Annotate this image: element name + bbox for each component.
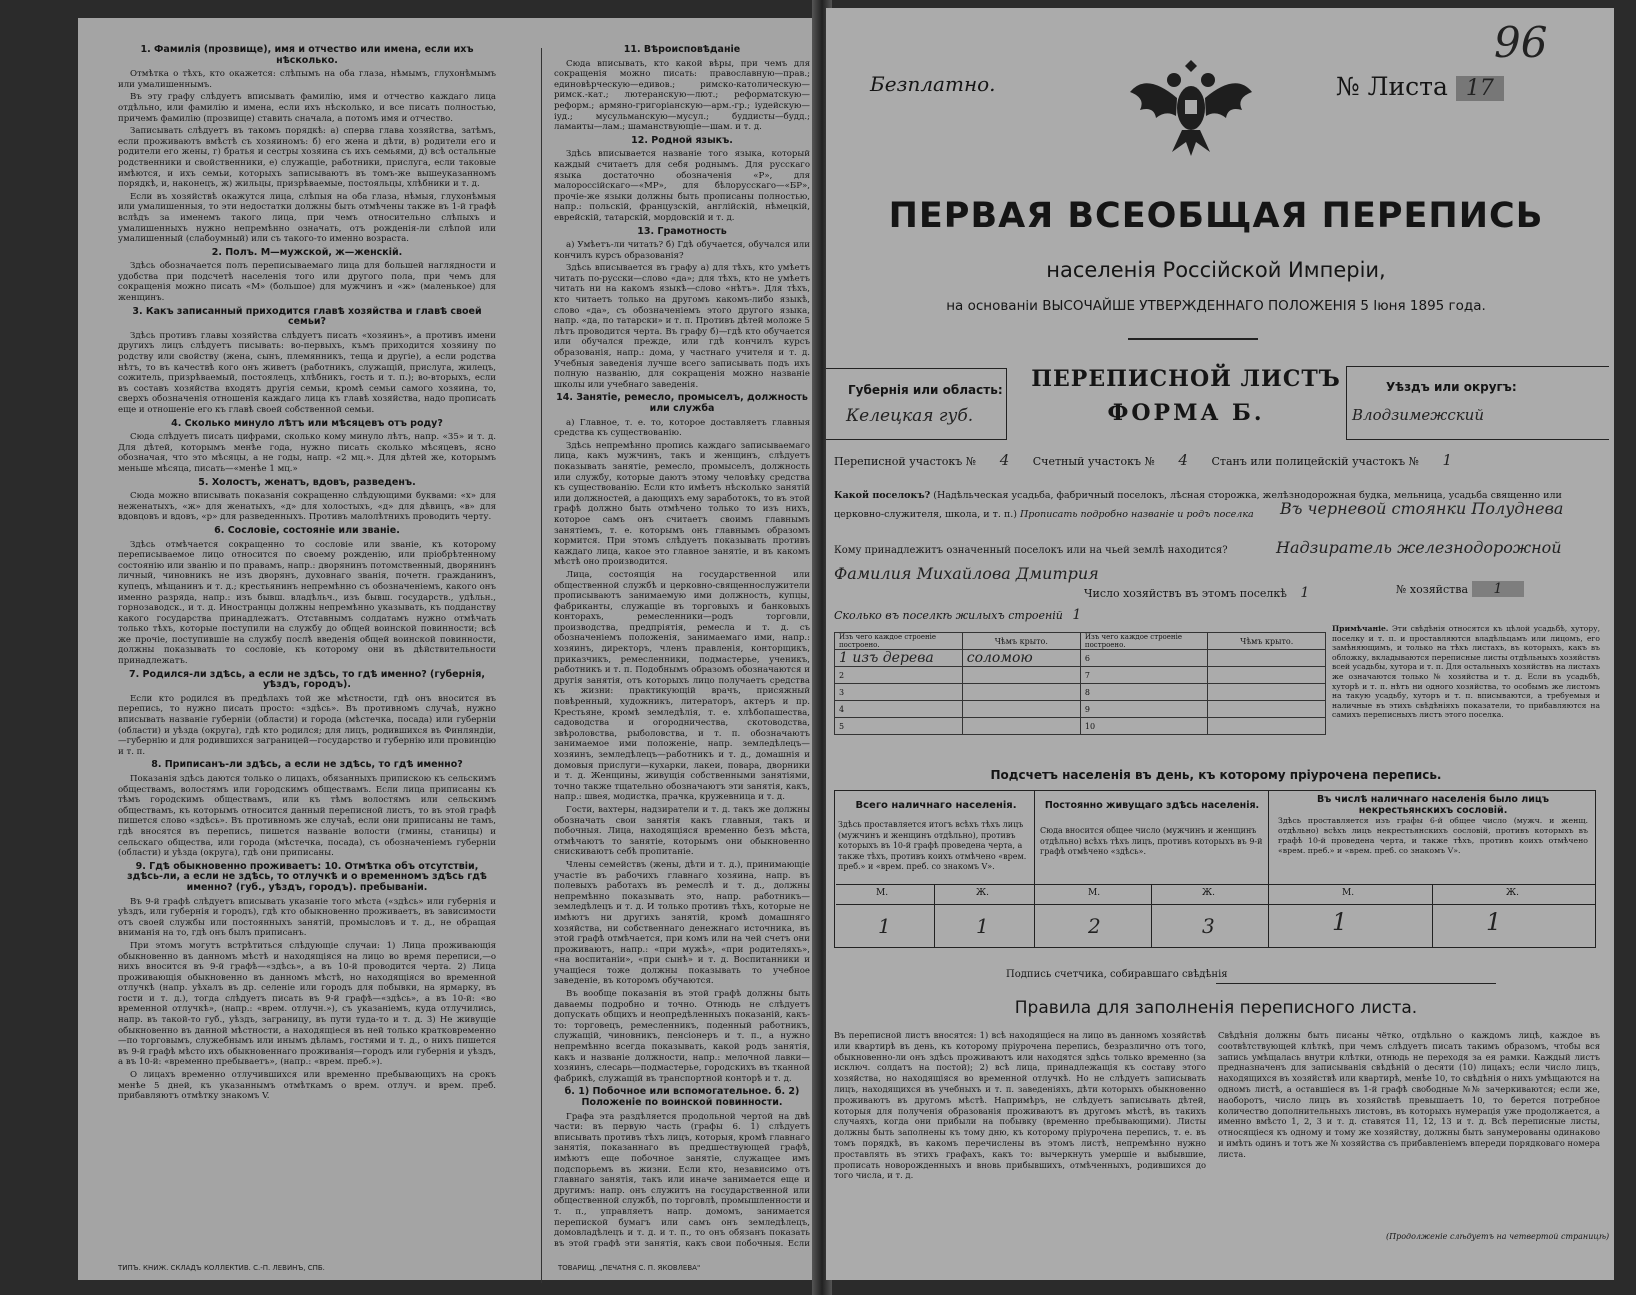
column-divider bbox=[541, 48, 542, 1283]
census-basis: на основаніи ВЫСОЧАЙШЕ УТВЕРЖДЕННАГО ПОЛОЖЕНІЯ 5 Іюня 1895 года. bbox=[946, 298, 1486, 314]
row3-label: 3 bbox=[835, 684, 963, 701]
rules-column-1: Въ переписной листъ вносятся: 1) всѣ находящіеся на лицо въ данномъ хозяйствѣ или квартирѣ въ день, къ которому пріурочена перепись, безразлично отъ того, обыкновенно-ли онъ здѣсь проживаютъ или находятся здѣсь только временно (за исключ. солдатъ на постой); 2) всѣ лица, принадлежащія къ составу этого хозяйства, но находящіяся во временной отлучкѣ. Но не слѣдуетъ записывать лицъ, находящихся въ учебныхъ и т. п. заведеніяхъ, дѣти которыхъ обыкновенно проживаютъ въ другомъ мѣстѣ. Напримѣръ, не слѣдуетъ записывать дѣтей, которыя для полученія образованія проживаютъ въ другомъ мѣстѣ, въ такихъ случаяхъ, когда они прибыли на побывку (временно пребывающими). Листы должны быть заполнены къ тому дню, къ которому пріурочена перепись, т. е. въ томъ порядкѣ, въ какомъ перечислены въ этомъ листѣ, непремѣнно нужно проставлять въ этихъ графахъ, какъ то: вычеркнуть умершіе и выбывшие, прописать новорожденныхъ и вновь прибывшихъ, отмѣченныхъ, родившихся до того числа, и т. д. bbox=[834, 1030, 1206, 1181]
owner-label: Кому принадлежитъ означенный поселокъ или на чьей землѣ находится? bbox=[834, 545, 1228, 556]
census-subtitle: населенія Россійской Имперіи, bbox=[1046, 258, 1386, 282]
left-page bbox=[78, 18, 820, 1280]
imperial-eagle-icon bbox=[1126, 52, 1256, 160]
total-text: Здѣсь проставляется итогъ всѣхъ тѣхъ лицъ (мужчинъ и женщинъ отдѣльно), противъ которыхъ въ 10-й графѣ проведена черта, а также тѣхъ, противъ коихъ отмѣчено «врем. преб.» и «врем. преб. со знакомъ V». bbox=[838, 820, 1027, 871]
section-heading: 11. Вѣроисповѣданіе bbox=[623, 44, 741, 55]
buildings-note: Примѣчаніе. Эти свѣдѣнія относятся къ цѣлой усадьбѣ, хутору, поселку и т. п. и проставляются владѣльцамъ или лицомъ, его замѣняющимъ, и только на тѣхъ листахъ, въ которыхъ, какъ въ обложку, вкладываются переписные листы отдѣльныхъ хозяйствъ всей усадьбы, хутора и т. п. Для остальныхъ хозяйствъ на листахъ же означаются только № хозяйства и т. д. Если въ усадьбѣ, хуторѣ и т. п. нѣтъ ни одного хозяйства, то особымъ же листомъ на такую усадьбу, хуторъ и т. п. вписываются, а требуемыя и наличные въ этихъ свѣдѣніяхъ показатели, то прибавляются на самихъ переписныхъ листъ этого поселка. bbox=[1332, 624, 1601, 720]
count-value: 1 bbox=[1300, 585, 1310, 601]
rules-title: Правила для заполненія переписного листа. bbox=[1014, 998, 1418, 1018]
paragraph: Показанія здѣсь даются только о лицахъ, обязанныхъ припискою къ сельскимъ обществамъ, волостямъ или городскимъ обществамъ. Если лица приписаны къ тѣмъ городскимъ обществамъ, или къ тѣмъ волостямъ или сельскимъ обществамъ, къ которымъ относится данный переписной листъ, то въ этой графѣ пишется слово «здѣсь». Въ противномъ же случаѣ, если они приписаны не тамъ, гдѣ вносятся въ перепись, пишется названіе волости (гмины, станицы) и сельскаго общества, или города (мѣстечка, посада), съ обозначеніемъ губерніи (области) и уѣзда (округа), гдѣ они приписаны. bbox=[118, 774, 496, 859]
gubernia-label: Губернія или область: bbox=[848, 383, 1003, 397]
nonpeasant-head: Въ числѣ наличнаго населенія было лицъ некрестьянскихъ сословій. bbox=[1316, 794, 1550, 816]
resident-zh-value: 3 bbox=[1202, 914, 1215, 938]
uezd-box bbox=[1346, 366, 1609, 440]
row7-label: 7 bbox=[1080, 667, 1208, 684]
left-column-2 bbox=[554, 42, 810, 1247]
paragraph: а) Главное, т. е. то, которое доставляетъ главныя средства къ существованію. bbox=[554, 417, 810, 439]
count-row bbox=[1084, 585, 1310, 601]
col-head-roof-1: Чѣмъ крыто. bbox=[962, 633, 1080, 650]
gubernia-box bbox=[826, 368, 1007, 440]
printer-footer-right: ТОВАРИЩ. „ПЕЧАТНЯ С. П. ЯКОВЛЕВА" bbox=[558, 1264, 701, 1272]
section-heading: 2. Полъ. М—мужской, ж—женскій. bbox=[211, 246, 403, 258]
nonpeasant-zh-value: 1 bbox=[1486, 908, 1502, 936]
paragraph: Здѣсь обозначается полъ переписываемаго лица для большей наглядности и удобства при подсчетѣ населенія того или другого пола, при чемъ для сокращенія можно писать «М» (большое) для мужчинъ и «ж» (маленькое) для женщинъ. bbox=[118, 261, 496, 304]
uchastok-label: Переписной участокъ № bbox=[834, 455, 977, 468]
buildings-value: 1 bbox=[1072, 607, 1082, 623]
paragraph: Отмѣтка о тѣхъ, кто окажется: слѣпымъ на оба глаза, нѣмымъ, глухонѣмымъ или умалишеннымъ. bbox=[118, 69, 496, 90]
col-head-roof-2: Чѣмъ крыто. bbox=[1208, 633, 1326, 650]
paragraph: а) Умѣетъ-ли читать? б) Гдѣ обучается, обучался или кончилъ курсъ образованія? bbox=[554, 240, 810, 261]
owner-value-2: Фамилия Михайлова Дмитрия bbox=[834, 564, 1099, 583]
zh1-label: Ж. bbox=[976, 888, 989, 898]
total-m-value: 1 bbox=[878, 914, 891, 938]
buildings-row bbox=[834, 607, 1082, 623]
paragraph: Записывать слѣдуетъ въ такомъ порядкѣ: а) сперва глава хозяйства, затѣмъ, если проживаютъ вмѣстѣ съ хозяиномъ: б) его жена и дѣти, в) родители его и родители его жены, г) братья и сестры хозяина съ ихъ семьями, д) всѣ остальные родственники и свойственники, е) служащіе, работники, прислуга, если таковые имѣются, и ихъ семьи, которыхъ записываютъ въ томъ-же вышеуказанномъ порядкѣ, и, наконецъ, ж) жильцы, призрѣваемые, постояльцы, хлѣбники и т. д. bbox=[118, 126, 496, 190]
count-label: Число хозяйствъ въ этомъ поселкѣ bbox=[1084, 587, 1287, 600]
m1-label: М. bbox=[876, 888, 889, 898]
sheet-label: № Листа bbox=[1336, 72, 1448, 101]
census-title: ПЕРВАЯ ВСЕОБЩАЯ ПЕРЕПИСЬ bbox=[888, 196, 1544, 236]
title-rule bbox=[1128, 338, 1258, 340]
row1-roof: соломою bbox=[962, 650, 1080, 667]
uchastok-row bbox=[834, 451, 1472, 469]
section-heading: 12. Родной языкъ. bbox=[631, 134, 733, 146]
paragraph: Здѣсь отмѣчается сокращенно то сословіе или званіе, къ которому переписываемое лицо относится по своему рожденію, или пріобрѣтенному состоянію или званію и по правамъ, напр.: дворянинъ потомственный, дворянинъ личный, чиновникъ не изъ дворянъ, духовнаго званія, почетн. гражданинъ, купецъ, мѣщанинъ и т. д.; крестьянинъ непремѣнно съ обозначеніемъ, какого онъ именно разряда, напр.: изъ бывш. владѣльч., изъ бывш. государств., удѣльн., горнозаводск., и т. д. Иностранцы должны непремѣнно указывать, къ подданству какого государства принадлежатъ. Отставнымъ солдатамъ нужно отмѣчать только тѣхъ, которые поступили на службу до общей воинской повинности; всѣ же прочіе, поступившіе на службу послѣ введенія общей воинской повинности, должны показывать то сословіе, къ которому они въ дѣйствительности принадлежатъ. bbox=[118, 539, 496, 667]
paragraph: О лицахъ временно отлучившихся или временно пребывающихъ на срокъ менѣе 5 дней, къ указаннымъ отмѣткамъ о врем. отлуч. и врем. преб. прибавляютъ отмѣтку знакомъ V. bbox=[118, 1070, 496, 1102]
poselok-hint: Прописать подробно названіе и родъ поселка bbox=[1020, 509, 1254, 520]
gubernia-value: Келецкая губ. bbox=[846, 406, 974, 426]
paragraph: При этомъ могутъ встрѣтиться слѣдующіе случаи: 1) Лица проживающія обыкновенно въ данномъ мѣстѣ и находящіяся на лицо во время переписи,—о нихъ вносится въ 9-й графѣ—«здѣсь», а въ 10-й проводится черта. 2) Лица проживающія обыкновенно въ данномъ мѣстѣ, но находящіяся во временной отлучкѣ (напр. уѣхалъ въ др. селеніе или городъ для побывки, на ярмарку, въ гости и т. д.), тогда слѣдуетъ писать въ 9-й графѣ—«здѣсь», а въ 10-й: «во временной отлучкѣ», (напр.: «врем. отлучн.»), съ указаніемъ, куда отлучились, напр. въ такой-то губ., уѣздъ, заграницу, въ пути туда-то и т. д. 3) Не живущіе обыкновенно въ данной мѣстности, а находящіеся въ ней только кратковременно—по торговымъ, служебнымъ или инымъ дѣламъ, гостями и т. д., о нихъ пишется въ 9-й графѣ мѣсто ихъ обыкновеннаго проживанія—городъ или губернія и уѣздъ, а въ 10-й: «временно пребываетъ», (напр.: «врем. преб.»). bbox=[118, 940, 496, 1068]
row5-label: 5 bbox=[835, 718, 963, 735]
folio-number: 96 bbox=[1494, 18, 1548, 67]
poselok-note: (Надѣльческая усадьба, фабричный поселокъ, лѣсная сторожка, желѣзнодорожная будка, мельница, усадьба священно или церковно-служителя, школа, и т. п.) bbox=[834, 490, 1562, 520]
paragraph: Здѣсь вписывается въ графу а) для тѣхъ, кто умѣетъ читать по-русски—слово «да»; для тѣхъ, кто не умѣетъ читать ни на какомъ языкѣ—слово «нѣтъ». Для тѣхъ, кто читаетъ только на другомъ какомъ-либо языкѣ, слово «да», съ обозначеніемъ этого другого языка, напр. «да, по татарски» и т. п. Противъ дѣтей моложе 5 лѣтъ проводится черта. Въ графу б)—гдѣ кто обучается или обучался прежде, или гдѣ кончилъ курсъ образованія, напр.: дома, у частнаго учителя и т. д. Учебныя заведенія лучше всего записывать подъ ихъ полную названію, для сокращенія можно названіе школы или учебнаго заведенія. bbox=[554, 263, 810, 390]
total-head: Всего наличнаго населенія. bbox=[855, 800, 1017, 811]
row9-label: 9 bbox=[1080, 701, 1208, 718]
paragraph: Въ вообще показанія въ этой графѣ должны быть даваемы подробно и точно. Отнюдь не слѣдуетъ допускать общихъ и неопредѣленныхъ показаній, какъ-то: торговецъ, ремесленникъ, поденный работникъ, служащій, чиновникъ, пенсіонеръ и т. п., а нужно непремѣнно всегда показывать, какой родъ занятія, какъ и названіе должности, напр.: мелочной лавки—хозяинъ, слесарь—подмастерье, городскихъ въ тканной фабрикѣ, служащій въ транспортной конторѣ и т. д. bbox=[554, 989, 810, 1084]
section-heading: 14. Занятіе, ремесло, промыселъ, должность или служба bbox=[556, 392, 808, 414]
section-heading: б. 1) Побочное или вспомогательное. б. 2) Положеніе по воинской повинности. bbox=[564, 1086, 800, 1108]
household-label: № хозяйства bbox=[1396, 583, 1468, 596]
row6-label: 6 bbox=[1080, 650, 1208, 667]
section-heading: 7. Родился-ли здѣсь, а если не здѣсь, то гдѣ именно? (губернія, уѣздъ, городъ). bbox=[129, 668, 485, 691]
row2-label: 2 bbox=[835, 667, 963, 684]
rules-continuation: (Продолженіе слѣдуетъ на четвертой страницѣ) bbox=[1386, 1232, 1610, 1241]
schet-label: Счетный участокъ № bbox=[1032, 455, 1155, 468]
paragraph: Здѣсь противъ главы хозяйства слѣдуетъ писать «хозяинъ», а противъ имени другихъ лицъ слѣдуетъ писывать: во-первыхъ, къмъ приходится хозяину по родству или свойству (жена, сынъ, племянникъ, теща и другіе), а если родства нѣтъ, то въ качествѣ кого онъ живетъ (работникъ, служащій, прислуга, жилецъ, сожитель, призрѣваемый, постоялецъ, хлѣбникъ, гость и т. п.); во-вторыхъ, если въ составъ хозяйства входятъ другія семьи, кромѣ семьи самого хозяина, то, сверхъ обозначенія отношенія каждаго лица къ главѣ хозяйства, надо прописать еще и отношеніе его къ главѣ своей собственной семьи. bbox=[118, 330, 496, 415]
paragraph: Если кто родился въ предѣлахъ той же мѣстности, гдѣ онъ вносится въ перепись, то нужно писать просто: «здѣсь». Въ противномъ случаѣ, нужно вписывать названіе губерніи (области) и города (мѣстечка, посада) или губерніи (области) и уѣзда (округа), гдѣ кто родился; для лицъ, родившихся въ Финляндіи,—губернію и для родившихся заграницей—государство и губернію или провинцію и т. п. bbox=[118, 693, 496, 757]
nonpeasant-m-value: 1 bbox=[1332, 908, 1348, 936]
paragraph: Лица, состоящія на государственной или общественной службѣ и церковно-священнослужители прописываютъ занимаемую ими должность, купцы, фабриканты, служащіе въ торговыхъ и банковыхъ конторахъ, ремесленники—родъ торговли, производства, предпріятія, ремесла и т. д. съ обозначеніемъ положенія, занимаемаго ими, напр.: хозяинъ, директоръ, членъ правленія, конторщикъ, приказчикъ, ремесленники, подмастерье, ученикъ, работникъ и т. п. Подобнымъ образомъ обозначаются и другія занятія, отъ которыхъ лицо получаетъ средства къ жизни: практикующій врачъ, присяжный повѣренный, художникъ, литераторъ, актеръ и пр. Крестьяне, кромѣ земледѣлія, т. е. хлѣбопашества, садоводства и огородничества, скотоводства, звѣроловства, рыболовства, и т. п. обозначаютъ занимаемое ими положеніе, напр. земледѣлецъ—хозяинъ, земледѣлецъ—работникъ и т. д., домашнія и домовыя прислуги—кухарки, лакеи, повара, дворники и т. д. Женщины, живущія собственными занятіями, точно также тщательно обозначаютъ эти занятія, какъ, напр.: швея, модистка, прачка, кружевница и т. д. bbox=[554, 569, 810, 803]
section-heading: 4. Сколько минуло лѣтъ или мѣсяцевъ отъ роду? bbox=[171, 417, 443, 429]
m2-label: М. bbox=[1088, 888, 1101, 898]
paragraph: Въ эту графу слѣдуетъ вписывать фамилію, имя и отчество каждаго лица отдѣльно, или фамилію и имена, если ихъ нѣсколько, и все писать полностью, причемъ фамилію (прозвище) ставить сначала, а потомъ имя и отчество. bbox=[118, 92, 496, 124]
col-head-material-1: Изъ чего каждое строеніе построено. bbox=[835, 633, 963, 650]
free-label: Безплатно. bbox=[870, 72, 996, 96]
resident-text: Сюда вносится общее число (мужчинъ и женщинъ отдѣльно) всѣхъ тѣхъ лицъ, противъ которыхъ въ 9-й графѣ отмѣчено «здѣсь». bbox=[1040, 826, 1263, 856]
form-title-1: ПЕРЕПИСНОЙ ЛИСТЪ bbox=[1031, 366, 1341, 392]
col-head-material-2: Изъ чего каждое строеніе построено. bbox=[1080, 633, 1208, 650]
stan-label: Станъ или полицейскій участокъ № bbox=[1211, 455, 1420, 468]
paragraph: Здѣсь непремѣнно пропись каждаго записываемаго лица, какъ мужчинъ, такъ и женщинъ, слѣдуетъ показывать занятіе, ремесло, промыселъ, должность или службу, которые даютъ этому человѣку средства къ существованію. Если кто имѣетъ нѣсколько занятій или должностей, а дающихъ ему заработокъ, то въ этой графѣ должно быть отмѣчено только то изъ нихъ, которое самъ онъ считаетъ своимъ главнымъ занятіемъ, т. е. которымъ онъ главнымъ образомъ кормится. При этомъ слѣдуетъ показывать противъ каждаго лица, какое это главное занятіе, и въ какомъ мѣстѣ оно производится. bbox=[554, 440, 810, 568]
section-heading: 13. Грамотность bbox=[637, 225, 727, 237]
count-title: Подсчетъ населенія въ день, къ которому пріурочена перепись. bbox=[990, 768, 1442, 782]
section-heading: 3. Какъ записанный приходится главѣ хозяйства и главѣ своей семьи? bbox=[132, 305, 482, 328]
resident-m-value: 2 bbox=[1088, 914, 1101, 938]
paragraph: Если въ хозяйствѣ окажутся лица, слѣпыя на оба глаза, нѣмыя, глухонѣмыя или умалишенныя, то эти недостатки должны быть отмѣчены также въ 1-й графѣ вслѣдъ за именемъ такого лица, при чемъ относительно слѣпыхъ и умалишенныхъ нужно непремѣнно означать, отъ рожденія-ли слѣпой или умалишенный (слабоумный) или съ такого-то именно возраста. bbox=[118, 191, 496, 245]
household-row bbox=[1396, 581, 1524, 597]
section-heading: 5. Холостъ, женатъ, вдовъ, разведенъ. bbox=[198, 476, 416, 488]
paragraph: Графа эта раздѣляется продольной чертой на двѣ части: въ первую часть (графы 6. 1) слѣдуетъ вписывать противъ тѣхъ лицъ, которыя, кромѣ главнаго занятія, показаннаго въ предшествующей графѣ, имѣютъ еще побочное занятіе, служащее имъ подспорьемъ въ жизни. Если кто, независимо отъ главнаго занятія, такъ или иначе занимается еще и другимъ: напр. онъ служитъ на государственной или общественной службѣ, по торговлѣ, промышленности и т. п., управляетъ напр. домомъ, занимается перепиской бумагъ или самъ онъ земледѣлецъ, домовладѣлецъ и т. д. и т. п., то онъ обязанъ показать въ этой графѣ эти занятія, какъ свои побочныя. Если bbox=[554, 1111, 810, 1247]
stan-value: 1 bbox=[1442, 451, 1453, 469]
section-heading: 1. Фамилія (прозвище), имя и отчество или имена, если ихъ нѣсколько. bbox=[140, 44, 474, 66]
m3-label: М. bbox=[1342, 888, 1355, 898]
buildings-label: Сколько въ поселкѣ жилыхъ строеній bbox=[834, 609, 1063, 622]
row8-label: 8 bbox=[1080, 684, 1208, 701]
section-heading: 8. Приписанъ-ли здѣсь, а если не здѣсь, то гдѣ именно? bbox=[151, 759, 463, 771]
paragraph: Здѣсь вписывается названіе того языка, который каждый считаетъ для себя роднымъ. Для русскаго языка достаточно обозначенія «Р», для малороссійскаго—«МР», для бѣлорусскаго—«БР», прочіе-же языки должны быть прописаны полностью, напр.: польскій, французскій, англійскій, нѣмецкій, еврейскій, татарскій, мордовскій и т. д. bbox=[554, 149, 810, 223]
right-page bbox=[826, 8, 1614, 1280]
paragraph: Сюда вписывать, кто какой вѣры, при чемъ для сокращенія можно писать: православную—прав.; единовѣрческую—едивов.; римско-католическую—римск.-кат.; лютеранскую—лют.; реформатскую—реформ.; армяно-григоріанскую—арм.-гр.; іудейскую—іуд.; мусульманскую—мусул.; буддисты—будд.; ламаиты—лам.; шаманствующіе—шам. и т. д. bbox=[554, 58, 810, 133]
zh2-label: Ж. bbox=[1202, 888, 1215, 898]
left-column-1 bbox=[118, 42, 496, 1247]
signature-line bbox=[1216, 983, 1496, 984]
sheet-number-label bbox=[1336, 72, 1504, 101]
paragraph: Члены семействъ (жены, дѣти и т. д.), принимающіе участіе въ рабочихъ главнаго хозяина, напр. въ полевыхъ работахъ въ ремеслѣ и т. д., должны непремѣнно показывать это, напр. работникъ—земледѣлецъ и т. д. И только противъ тѣхъ, которые не имѣютъ ни другихъ занятій, кромѣ домашняго хозяйства, ни собственнаго денежнаго источника, въ этой графѣ отмѣчается, при комъ или на чей счетъ они проживаютъ, напр.: «при мужѣ», «при родителяхъ», «на воспитаніи», «при сынѣ» и т. д. Воспитанники и учащіеся тоже должны показывать то учебное заведеніе, въ которомъ обучаются. bbox=[554, 859, 810, 987]
uchastok-value: 4 bbox=[999, 451, 1010, 469]
resident-head: Постоянно живущаго здѣсь населенія. bbox=[1044, 800, 1260, 811]
printer-footer-left: ТИПЪ. КНИЖ. СКЛАДЪ КОЛЛЕКТИВ. С.-П. ЛЕВИНЪ, СПБ. bbox=[118, 1264, 325, 1272]
owner-value-1: Надзиратель железнодорожной bbox=[1276, 538, 1562, 557]
rules-column-2: Свѣдѣнія должны быть писаны чётко, отдѣльно о каждомъ лицѣ, каждое въ соотвѣтствующей клѣткѣ, при чемъ слѣдуетъ писать такимъ образомъ, чтобы вся запись умѣщалась внутри клѣтки, отнюдь не переходя за ея рамки. Каждый листъ предназначенъ для записыванія свѣдѣній о десяти (10) лицахъ; если число лицъ, находящихся въ хозяйствѣ или квартирѣ, менѣе 10, то свѣдѣнія о нихъ умѣщаются на одномъ листѣ, а оставшіеся въ 1-й графѣ свободные №№ зачеркиваются; если же, наоборотъ, число лицъ въ хозяйствѣ превышаетъ 10, то берется потребное количество дополнительныхъ листовъ, въ которыхъ нумерація уже продолжается, а именно вмѣсто 1, 2, 3 и т. д. ставятся 11, 12, 13 и т. д. Всѣ переписные листы, относящіеся къ одному и тому же хозяйству, должны быть занумерованы одинаково и имѣть одинъ и тотъ же № хозяйства съ прибавленіемъ впереди порядковаго номера листа. bbox=[1218, 1030, 1600, 1159]
uezd-value: Влодзимежский bbox=[1352, 406, 1484, 424]
buildings-table bbox=[834, 632, 1326, 735]
zh3-label: Ж. bbox=[1506, 888, 1519, 898]
poselok-value: Въ черневой стоянки Полуднева bbox=[1280, 499, 1564, 518]
uezd-label: Уѣздъ или округъ: bbox=[1386, 380, 1517, 394]
household-value: 1 bbox=[1472, 581, 1525, 597]
paragraph: Гости, вахтеры, надзиратели и т. д. такъ же должны обозначать свои занятія какъ главныя, такъ и побочныя. Лица, находящіяся временно безъ мѣста, отмѣчаютъ то занятіе, которымъ они обыкновенно снискиваютъ себѣ пропитаніе. bbox=[554, 804, 810, 858]
paragraph: Сюда слѣдуетъ писать цифрами, сколько кому минуло лѣтъ, напр. «35» и т. д. Для дѣтей, которымъ менѣе года, нужно писать сколько мѣсяцевъ, ясно обозначая, что это мѣсяцы, а не годы, напр. «2 мц.». Для дѣтей же, которымъ меньше мѣсяца, писать—«менѣе 1 мц.» bbox=[118, 432, 496, 474]
schet-value: 4 bbox=[1178, 451, 1188, 469]
section-heading: 9. Гдѣ обыкновенно проживаетъ: 10. Отмѣтка объ отсутствіи, здѣсь-ли, а если не здѣсь, то отлучкѣ и о временномъ здѣсь гдѣ именно? (губ., уѣздъ, городъ). пребываніи. bbox=[127, 860, 487, 893]
paragraph: Въ 9-й графѣ слѣдуетъ вписывать указаніе того мѣста («здѣсь» или губернія и уѣздъ, или губернія и городъ), гдѣ кто обыкновенно проживаетъ, въ зависимости отъ своей службы или постоянныхъ занятій, промысловъ и т. д., не обращая вниманія на то, гдѣ онъ былъ приписанъ. bbox=[118, 896, 496, 939]
form-title-2: ФОРМА Б. bbox=[1107, 400, 1265, 426]
nonpeasant-text: Здѣсь проставляется изъ графы 6-й общее число (мужч. и женщ. отдѣльно) всѣхъ лицъ некрестьянскихъ сословій, противъ которыхъ въ графѣ 10-й проведена черта, и также тѣхъ, противъ коихъ отмѣчено «врем. преб.» и «врем. преб. со знакомъ V». bbox=[1278, 816, 1588, 855]
paragraph: Сюда можно вписывать показанія сокращенно слѣдующими буквами: «х» для неженатыхъ, «ж» для женатыхъ, «д» для холостыхъ, «д» для дѣвицъ, «в» для вдовцовъ и вдовъ, «р» для разведенныхъ. Противъ малолѣтнихъ проводить черту. bbox=[118, 491, 496, 523]
poselok-label: Какой поселокъ? bbox=[834, 490, 931, 501]
row4-label: 4 bbox=[835, 701, 963, 718]
total-zh-value: 1 bbox=[976, 914, 989, 938]
row1-material: 1 изъ дерева bbox=[835, 650, 963, 667]
section-heading: 6. Сословіе, состояніе или званіе. bbox=[214, 524, 400, 536]
sheet-number-value: 17 bbox=[1456, 76, 1504, 101]
signature-label: Подпись счетчика, собиравшаго свѣдѣнія bbox=[1006, 969, 1228, 980]
row10-label: 10 bbox=[1080, 718, 1208, 735]
